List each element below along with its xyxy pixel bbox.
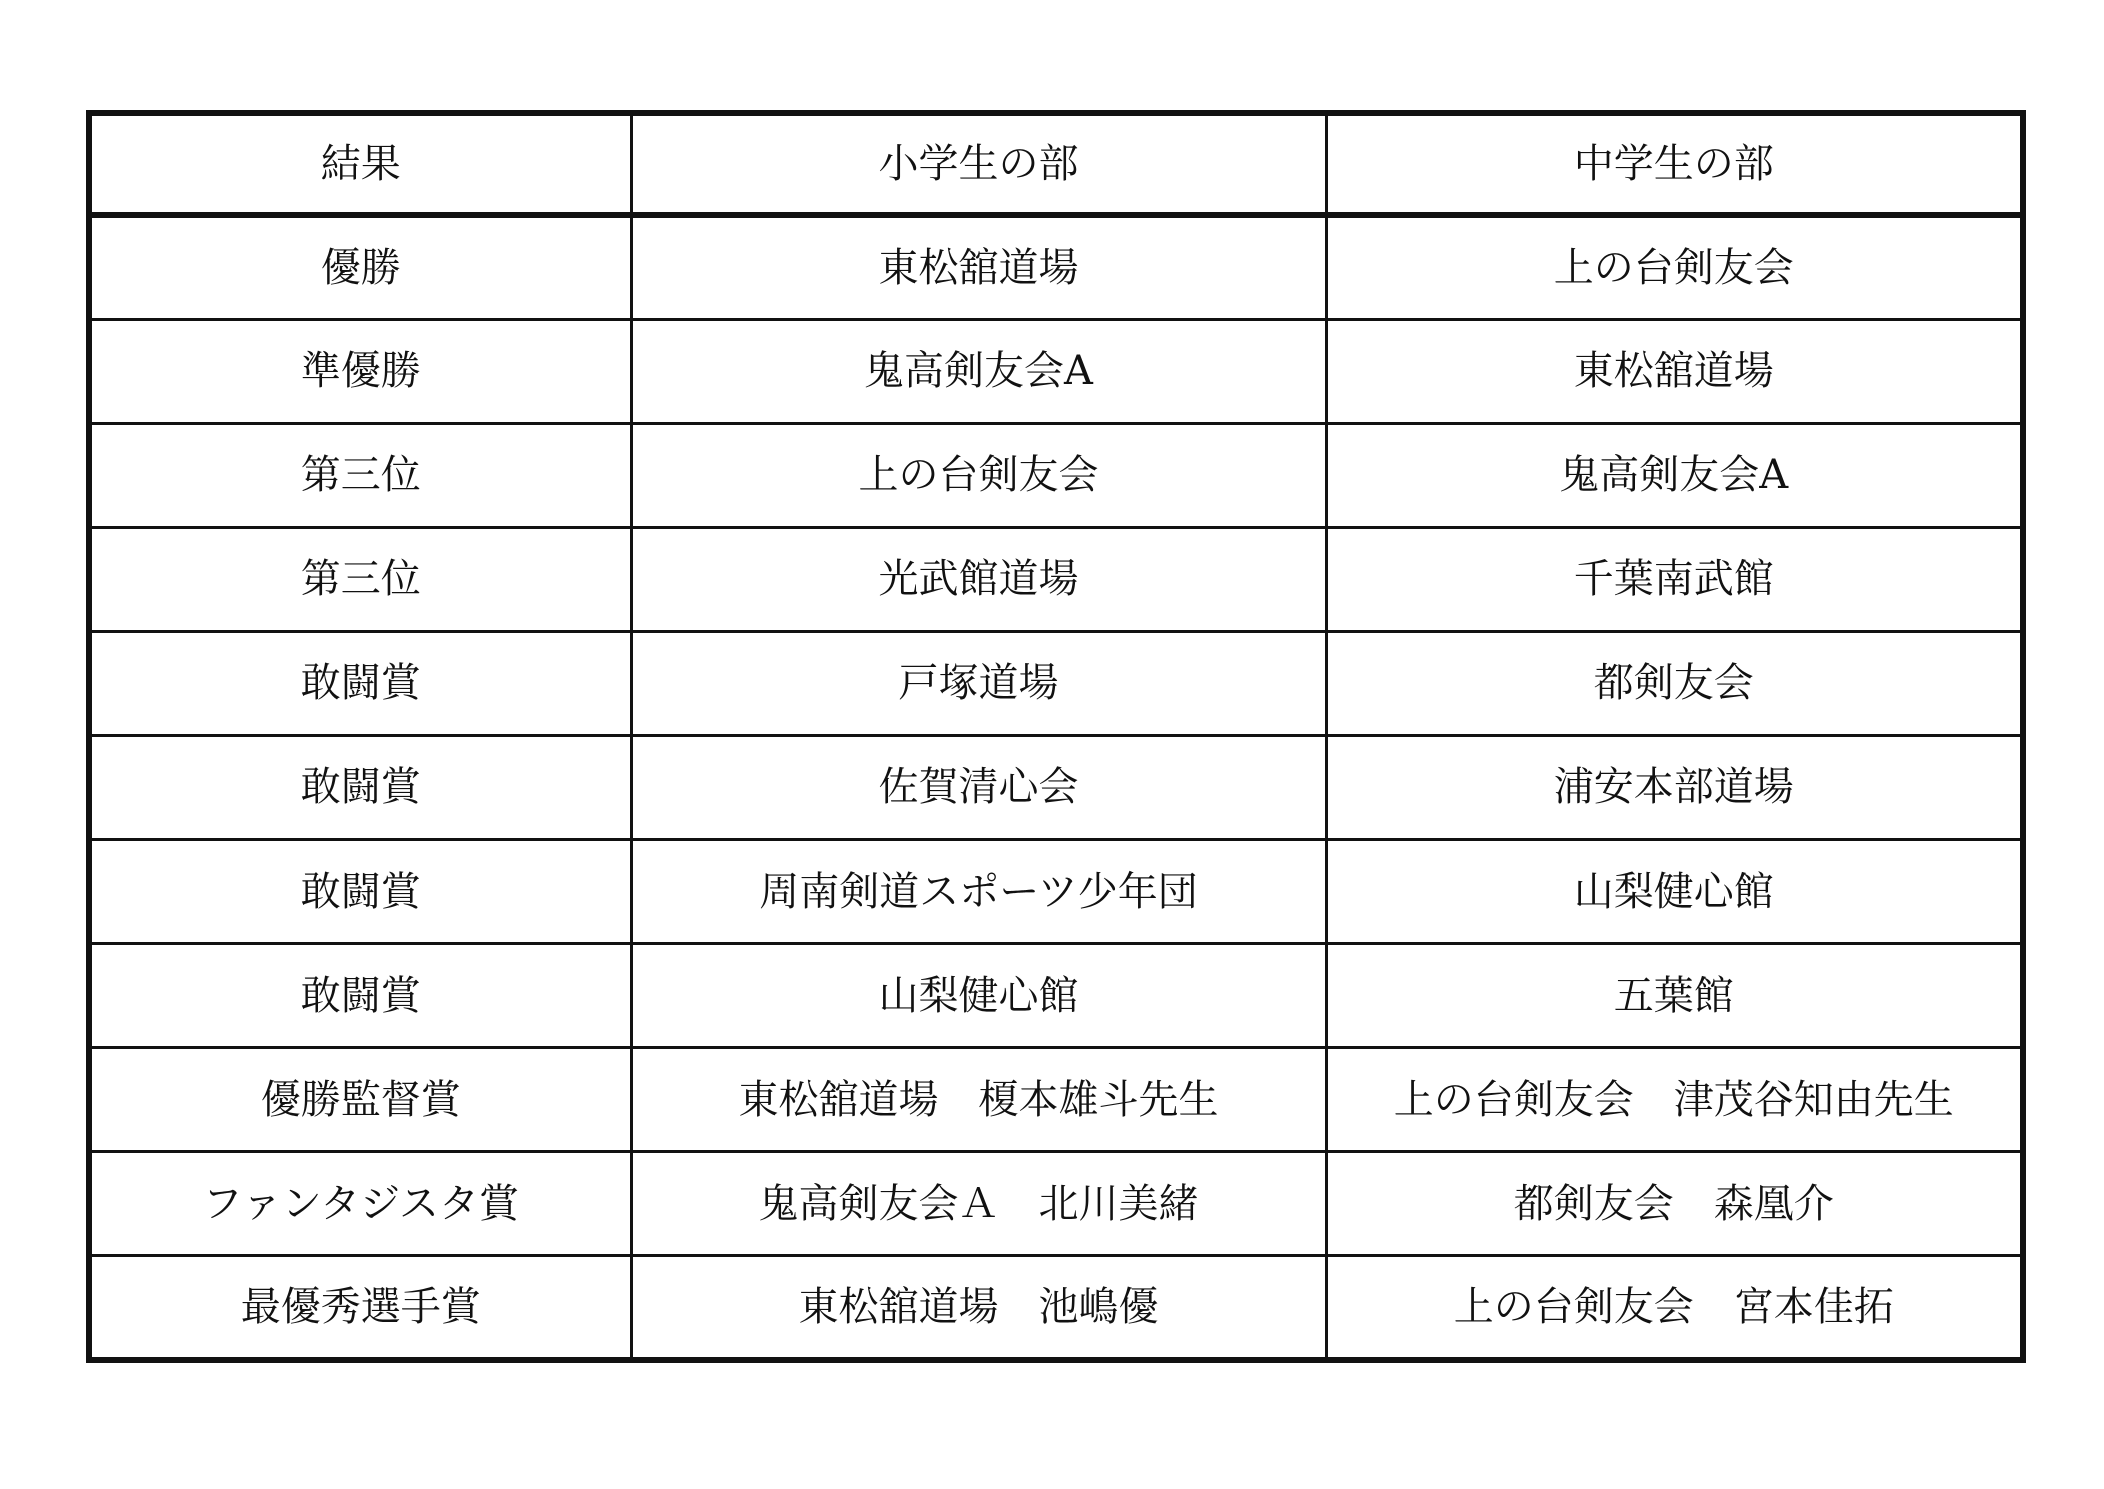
table-row (89, 1048, 2023, 1152)
table-row (89, 735, 2023, 839)
award-cell: 敢闘賞 (89, 839, 631, 943)
header-elementary-division: 小学生の部 (631, 113, 1326, 215)
junior-high-cell: 都剣友会 森凰介 (1326, 1152, 2023, 1256)
junior-high-cell: 千葉南武館 (1326, 527, 2023, 631)
junior-high-cell: 山梨健心館 (1326, 839, 2023, 943)
elementary-cell: 佐賀清心会 (631, 735, 1326, 839)
elementary-cell: 東松舘道場 池嶋優 (631, 1256, 1326, 1360)
table-row (89, 1256, 2023, 1360)
award-cell: 敢闘賞 (89, 735, 631, 839)
elementary-cell: 山梨健心館 (631, 944, 1326, 1048)
header-result: 結果 (89, 113, 631, 215)
award-cell: ファンタジスタ賞 (89, 1152, 631, 1256)
table-row (89, 215, 2023, 319)
elementary-cell: 周南剣道スポーツ少年団 (631, 839, 1326, 943)
table-header (89, 113, 2023, 215)
table-row (89, 423, 2023, 527)
elementary-cell: 東松舘道場 榎本雄斗先生 (631, 1048, 1326, 1152)
award-cell: 敢闘賞 (89, 944, 631, 1048)
award-cell: 準優勝 (89, 319, 631, 423)
table-row (89, 319, 2023, 423)
junior-high-cell: 上の台剣友会 宮本佳拓 (1326, 1256, 2023, 1360)
table-body (89, 215, 2023, 1360)
junior-high-cell: 都剣友会 (1326, 631, 2023, 735)
junior-high-cell: 五葉館 (1326, 944, 2023, 1048)
table-row (89, 527, 2023, 631)
junior-high-cell: 鬼高剣友会A (1326, 423, 2023, 527)
junior-high-cell: 浦安本部道場 (1326, 735, 2023, 839)
junior-high-cell: 東松舘道場 (1326, 319, 2023, 423)
elementary-cell: 東松舘道場 (631, 215, 1326, 319)
junior-high-cell: 上の台剣友会 (1326, 215, 2023, 319)
results-table (86, 110, 2026, 1363)
table-row (89, 1152, 2023, 1256)
award-cell: 敢闘賞 (89, 631, 631, 735)
award-cell: 優勝 (89, 215, 631, 319)
award-cell: 優勝監督賞 (89, 1048, 631, 1152)
award-cell: 第三位 (89, 423, 631, 527)
award-cell: 第三位 (89, 527, 631, 631)
elementary-cell: 光武館道場 (631, 527, 1326, 631)
junior-high-cell: 上の台剣友会 津茂谷知由先生 (1326, 1048, 2023, 1152)
table-row (89, 944, 2023, 1048)
elementary-cell: 上の台剣友会 (631, 423, 1326, 527)
table-row (89, 839, 2023, 943)
elementary-cell: 鬼高剣友会A (631, 319, 1326, 423)
table-row (89, 631, 2023, 735)
header-row (89, 113, 2023, 215)
elementary-cell: 戸塚道場 (631, 631, 1326, 735)
header-junior-high-division: 中学生の部 (1326, 113, 2023, 215)
award-cell: 最優秀選手賞 (89, 1256, 631, 1360)
elementary-cell: 鬼高剣友会Ａ 北川美緒 (631, 1152, 1326, 1256)
